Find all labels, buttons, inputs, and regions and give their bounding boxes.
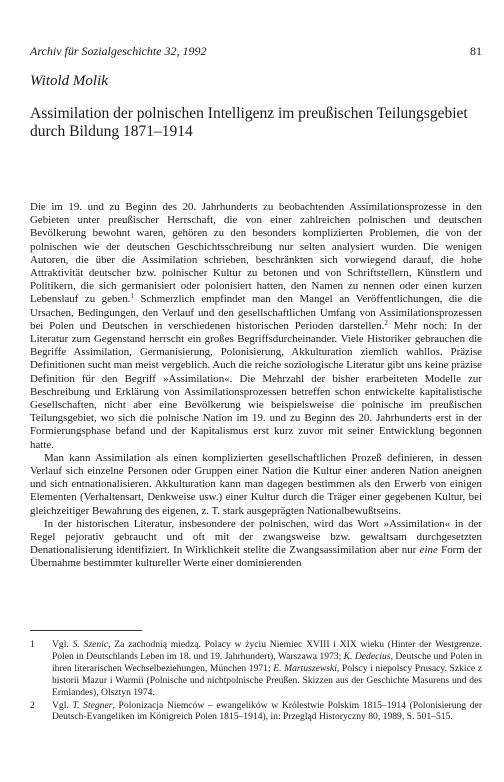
footnote-2 [30,700,482,724]
paragraph-1-text-b: Schmerzlich empfindet man den Mangel an Veröffentlichungen, die die Ursachen, Bedingungen, den Verlauf und den gesellschaftlichen Umfang von Assimilationsprozessen bei Polen und Deutschen in verschiedenen historischen Perioden darstellen. [30,293,482,332]
journal-citation: Archiv für Sozialgeschichte 32, 1992 [30,44,207,58]
paragraph-1-text-c: Mehr noch: In der Literatur zum Gegenstand herrscht ein großes Begriffsdurcheinander. Viele Historiker gebrauchen die Begriffe Assimilation, Germanisierung, Polonisierung, Akkulturation ziemlich wahllos. Präzise Definitionen sucht man meist vergeblich. Auch die reiche soziologische Literatur gibt uns keine präzise Definition für den Begriff »Assimilation«. Die Mehrzahl der bisher erarbeiteten Modelle zur Beschreibung und Erklärung von Assimilationsprozessen betreffen schon entwickelte kapitalistische Gesellschaften, nicht aber eine Bevölkerung wie beispielsweise die polnische im preußischen Teilungsgebiet, wo sich die polnische Nation im 19. und zu Beginn des 20. Jahrhunderts erst in der Formierungsphase befand und der Kapitalismus erst kurz zuvor mit seiner Entwicklung begonnen hatte. [30,319,482,451]
paragraph-1 [30,201,482,452]
footnote-author: E. Martuszewski [273,662,337,674]
footnote-text: , Polonizacja Niemców – ewangelików w Królestwie Polskim 1815–1914 (Polonisierung der Deutsch-Evangeliken im Königreich Polen 1815–1914), in: Przegląd Historyczny 80, 1989, S. 501–515. [52,699,483,723]
footnote-text: Vgl. [52,699,73,711]
footnotes [30,639,482,723]
article-title: Assimilation der polnischen Intelligenz im preußischen Teilungsgebiet durch Bildung 1871–1914 [30,105,468,140]
footnote-text: , Deutsche und Polen in ihren literarischen Wechselbeziehungen, München 1971; [52,650,482,674]
footnote-text: Vgl. [52,639,73,650]
footnote-number: 1 [30,639,35,650]
footnote-text: , Za zachodnią miedzą. Polacy w życiu Niemiec XVIII i XIX wieku (Hinter der Westgrenze. Polen in Deutschlands Leben im 18. und 19. Jahrhundert), Warszawa 1973; [52,639,483,662]
paragraph-3-emphasis: eine [419,544,438,557]
footnote-text: , Polscy i niepolscy Prusacy. Szkice z historii Mazur i Warmii (Polnische und nichtpolnische Preußen. Skizzen aus der Geschichte Masurens und des Ermlandes), Olsztyn 1974. [52,662,482,698]
footnote-ref-1[interactable]: 1 [130,292,134,301]
page-number: 81 [470,44,482,58]
article-body [30,201,482,571]
footnote-separator [30,630,142,631]
footnote-author: K. Dedecius [343,650,391,662]
paragraph-2: Man kann Assimilation als einen komplizierten gesellschaftlichen Prozeß definieren, in dessen Verlauf sich einzelne Personen oder Gruppen einer Nation die Kultur einer anderen Nation aneignen und sich entnationalisieren. Akkulturation kann man dagegen bestimmen als den Erwerb von einigen Elementen (Verhaltensart, Denkweise usw.) einer Kultur durch die Träger einer gegebenen Kultur, bei gleichzeitiger Bewahrung des eigenen, z. T. stark ausgeprägten Nationalbewußtseins. [30,451,482,517]
footnote-author: S. Szenic [72,639,109,650]
running-header [30,44,482,58]
footnote-number: 2 [30,699,35,711]
footnote-1 [30,639,482,699]
author-name: Witold Molik [30,73,108,89]
paragraph-3-text-a: In der historischen Literatur, insbesondere der polnischen, wird das Wort »Assimilation« in der Regel pejorativ gebraucht und oft mit der zwangsweise bzw. gewaltsam durchgesetzten Denationalisierung identifiziert. In Wirklichkeit stellte die Zwangsassimilation aber nur [30,517,482,557]
footnote-ref-2[interactable]: 2 [384,318,388,327]
paragraph-3 [30,518,482,571]
paragraph-3-text-b: Form der Übernahme bestimmter kultureller Werte einer dominierenden [30,544,482,570]
footnote-author: T. Stegner [72,699,113,711]
paragraph-1-text-a: Die im 19. und zu Beginn des 20. Jahrhunderts zu beobachtenden Assimilationsprozesse in den Gebieten unter preußischer Herrschaft, die von einer zahlreichen polnischen und deutschen Bevölkerung bewohnt waren, gehören zu den besonders komplizierten Problemen, die von der polnischen wie der deutschen Geschichtsschreibung nur selten analysiert wurden. Die wenigen Autoren, die über die Assimilation schrieben, beschränkten sich vorwiegend darauf, die hohe Attraktivität deutscher bzw. polnischer Kultur zu betonen und von Schriftstellern, Künstlern und Politikern, die sich germanisiert oder polonisiert hatten, den Namen zu nennen oder einen kurzen Lebenslauf zu geben. [30,201,482,306]
